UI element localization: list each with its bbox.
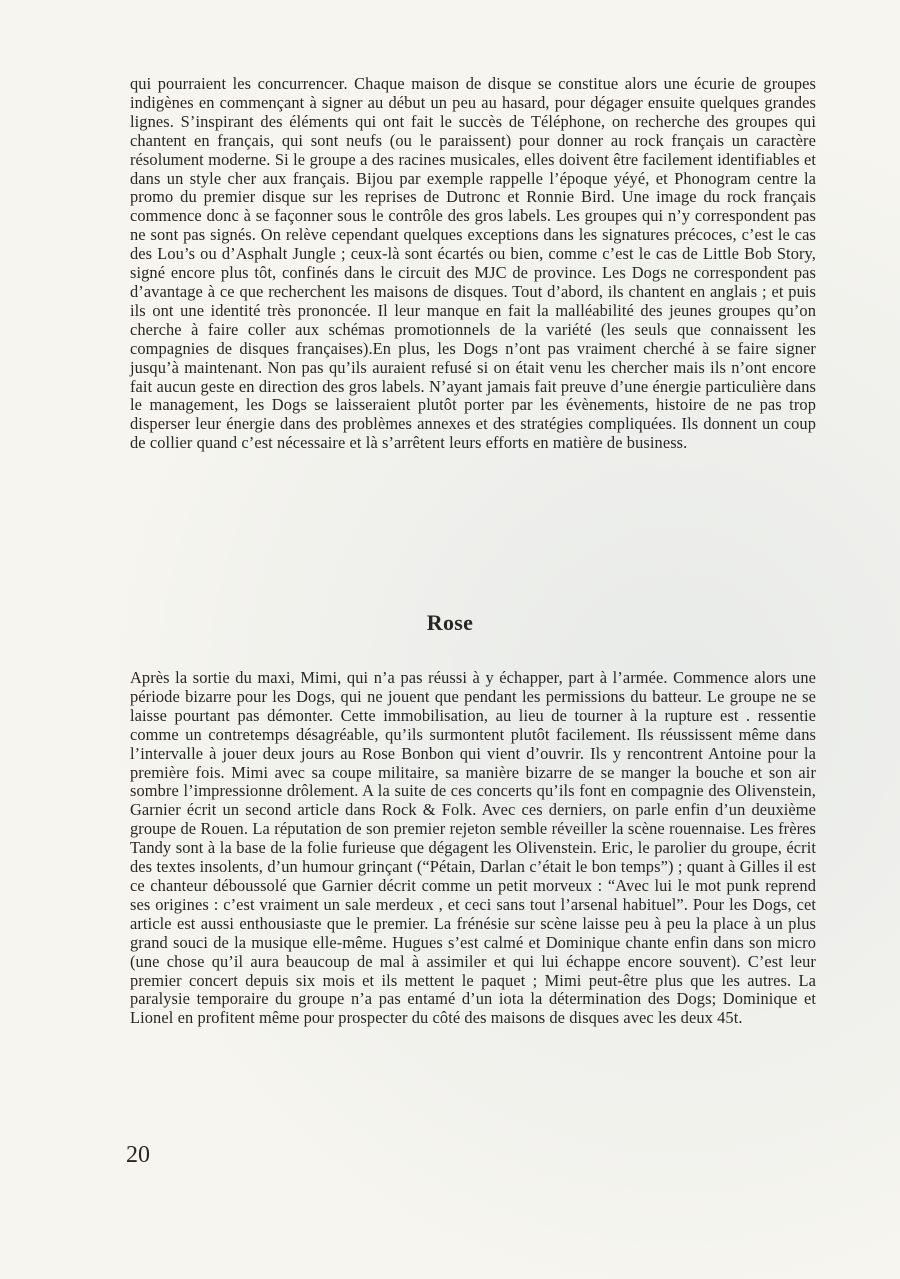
- section-heading: Rose: [426, 610, 474, 635]
- body-paragraph-1: qui pourraient les concurrencer. Chaque maison de disque se constitue alors une écurie de groupes indigènes en commençant à signer au début un peu au hasard, pour dégager ensuite quelques grandes lignes. S’inspirant des éléments qui ont fait le succès de Téléphone, on recherche des groupes qui chantent en français, qui sont neufs (ou le paraissent) pour donner au rock français un caractère résolument moderne. Si le groupe a des racines musicales, elles doivent être facilement identifiables et dans un style cher aux français. Bijou par exemple rappelle l’époque yéyé, et Phonogram centre la promo du premier disque sur les reprises de Dutronc et Ronnie Bird. Une image du rock français commence donc à se façonner sous le contrôle des gros labels. Les groupes qui n’y correspondent pas ne sont pas signés. On relève cependant quelques exceptions dans les signatures précoces, c’est le cas des Lou’s ou d’Asphalt Jungle ; ceux-là sont écartés ou bien, comme c’est le cas de Little Bob Story, signé encore plus tôt, confinés dans le circuit des MJC de province. Les Dogs ne correspondent pas d’avantage à ce que recherchent les maisons de disques. Tout d’abord, ils chantent en anglais ; et puis ils ont une identité très prononcée. Il leur manque en fait la malléabilité des jeunes groupes qu’on cherche à faire coller aux schémas promotionnels de la variété (les seuls que connaissent les compagnies de disques françaises).En plus, les Dogs n’ont pas vraiment cherché à se faire signer jusqu’à maintenant. Non pas qu’ils auraient refusé si on était venu les chercher mais ils n’ont encore fait aucun geste en direction des gros labels. N’ayant jamais fait preuve d’une énergie particulière dans le management, les Dogs se laisseraient plutôt porter par les évènements, histoire de ne pas trop disperser leur énergie dans des problèmes annexes et des stratégies compliquées. Ils donnent un coup de collier quand c’est nécessaire et là s’arrêtent leurs efforts en matière de business.: [130, 74, 816, 453]
- body-paragraph-2: Après la sortie du maxi, Mimi, qui n’a pas réussi à y échapper, part à l’armée. Commence alors une période bizarre pour les Dogs, qui ne jouent que pendant les permissions du batteur. Le groupe ne se laisse pourtant pas démonter. Cette immobilisation, au lieu de tourner à la rupture est . ressentie comme un contretemps désagréable, qu’ils surmontent plutôt facilement. Ils réussissent même dans l’intervalle à jouer deux jours au Rose Bonbon qui vient d’ouvrir. Ils y rencontrent Antoine pour la première fois. Mimi avec sa coupe militaire, sa manière bizarre de se manger la bouche et son air sombre l’impressionne drôlement. A la suite de ces concerts qu’ils font en compagnie des Olivenstein, Garnier écrit un second article dans Rock & Folk. Avec ces derniers, on parle enfin d’un deuxième groupe de Rouen. La réputation de son premier rejeton semble réveiller la scène rouennaise. Les frères Tandy sont à la base de la folie furieuse que dégagent les Olivenstein. Eric, le parolier du groupe, écrit des textes insolents, d’un humour grinçant (“Pétain, Darlan c’était le bon temps”) ; quant à Gilles il est ce chanteur déboussolé que Garnier décrit comme un petit morveux : “Avec lui le mot punk reprend ses origines : c’est vraiment un sale merdeux , et ceci sans tout l’arsenal habituel”. Pour les Dogs, cet article est aussi enthousiaste que le premier. La frénésie sur scène laisse peu à peu la place à un plus grand souci de la musique elle-même. Hugues s’est calmé et Dominique chante enfin dans son micro (une chose qu’il aura beaucoup de mal à assimiler et qui lui échappe encore souvent). C’est leur premier concert depuis six mois et ils mettent le paquet ; Mimi peut-être plus que les autres. La paralysie temporaire du groupe n’a pas entamé d’un iota la détermination des Dogs; Dominique et Lionel en profitent même pour prospecter du côté des maisons de disques avec les deux 45t.: [130, 668, 816, 1028]
- page-number: 20: [126, 1142, 150, 1168]
